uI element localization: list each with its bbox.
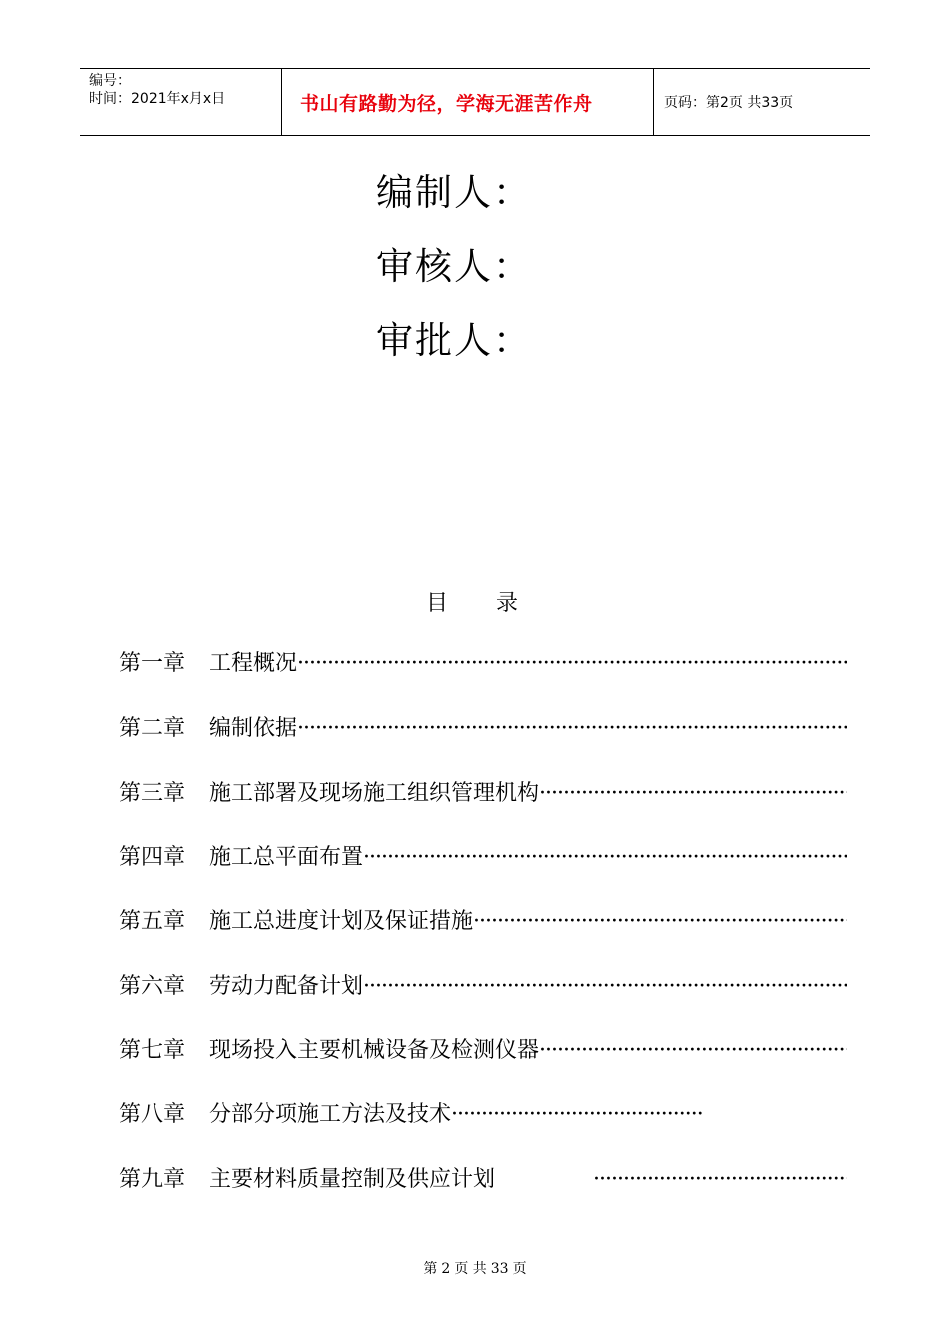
page-footer	[0, 1258, 950, 1278]
toc-item[interactable]	[119, 1165, 847, 1195]
toc-item[interactable]	[119, 649, 847, 679]
toc-item-number: 第五章	[119, 909, 186, 934]
footer-suffix: 页	[512, 1261, 527, 1277]
toc-item-title: 编制依据	[209, 716, 298, 741]
toc-item-title: 施工部署及现场施工组织管理机构	[209, 781, 540, 806]
toc-leader	[363, 843, 847, 873]
toc-item-number: 第四章	[119, 845, 186, 870]
header-page-info: 页码：第2页 共33页	[664, 95, 794, 111]
toc-item-number: 第六章	[119, 974, 186, 999]
header-meta	[80, 69, 282, 135]
toc-item-number: 第九章	[119, 1167, 186, 1192]
toc-item-title: 现场投入主要机械设备及检测仪器	[209, 1038, 540, 1063]
toc-item-title: 劳动力配备计划	[209, 974, 364, 999]
toc-leader	[363, 972, 847, 1002]
document-time-label: 时间：2021年x月x日	[89, 91, 226, 107]
toc-leader	[593, 1165, 847, 1195]
toc-leader	[297, 649, 847, 679]
toc-leader	[539, 1036, 847, 1066]
toc-leader	[539, 779, 847, 809]
toc-leader	[297, 714, 847, 744]
toc-title-right: 录	[496, 591, 519, 616]
page-header	[80, 68, 870, 136]
footer-page-number: 2	[441, 1261, 451, 1277]
footer-middle: 页 共	[454, 1261, 487, 1277]
toc-item-title: 施工总平面布置	[209, 845, 364, 870]
footer-prefix: 第	[423, 1261, 438, 1277]
header-motto: 书山有路勤为径，学海无涯苦作舟	[300, 92, 593, 115]
toc-item[interactable]	[119, 1036, 847, 1066]
toc-item[interactable]	[119, 907, 847, 937]
toc-item[interactable]	[119, 843, 847, 873]
toc-item[interactable]	[119, 779, 847, 809]
footer-total-pages: 33	[490, 1261, 509, 1277]
reviewer-label: 审核人：	[376, 245, 532, 288]
header-motto-cell	[282, 69, 654, 135]
document-number-label: 编号：	[89, 73, 131, 89]
toc-title-left: 目	[426, 591, 449, 616]
toc-item[interactable]	[119, 972, 847, 1002]
toc-item-number: 第七章	[119, 1038, 186, 1063]
toc-item-number: 第三章	[119, 781, 186, 806]
toc-item-number: 第八章	[119, 1102, 186, 1127]
toc-leader	[451, 1100, 703, 1130]
toc-item-title: 分部分项施工方法及技术	[209, 1102, 452, 1127]
toc-item-number: 第一章	[119, 651, 186, 676]
toc-item-title: 工程概况	[209, 651, 298, 676]
toc-item-title: 施工总进度计划及保证措施	[209, 909, 474, 934]
compiler-label: 编制人：	[376, 171, 532, 214]
toc-item[interactable]	[119, 714, 847, 744]
toc-item[interactable]	[119, 1100, 847, 1130]
toc-item-title: 主要材料质量控制及供应计划	[209, 1167, 496, 1192]
toc-title	[426, 586, 518, 617]
approver-label: 审批人：	[376, 319, 532, 362]
toc-leader	[473, 907, 847, 937]
toc-item-number: 第二章	[119, 716, 186, 741]
